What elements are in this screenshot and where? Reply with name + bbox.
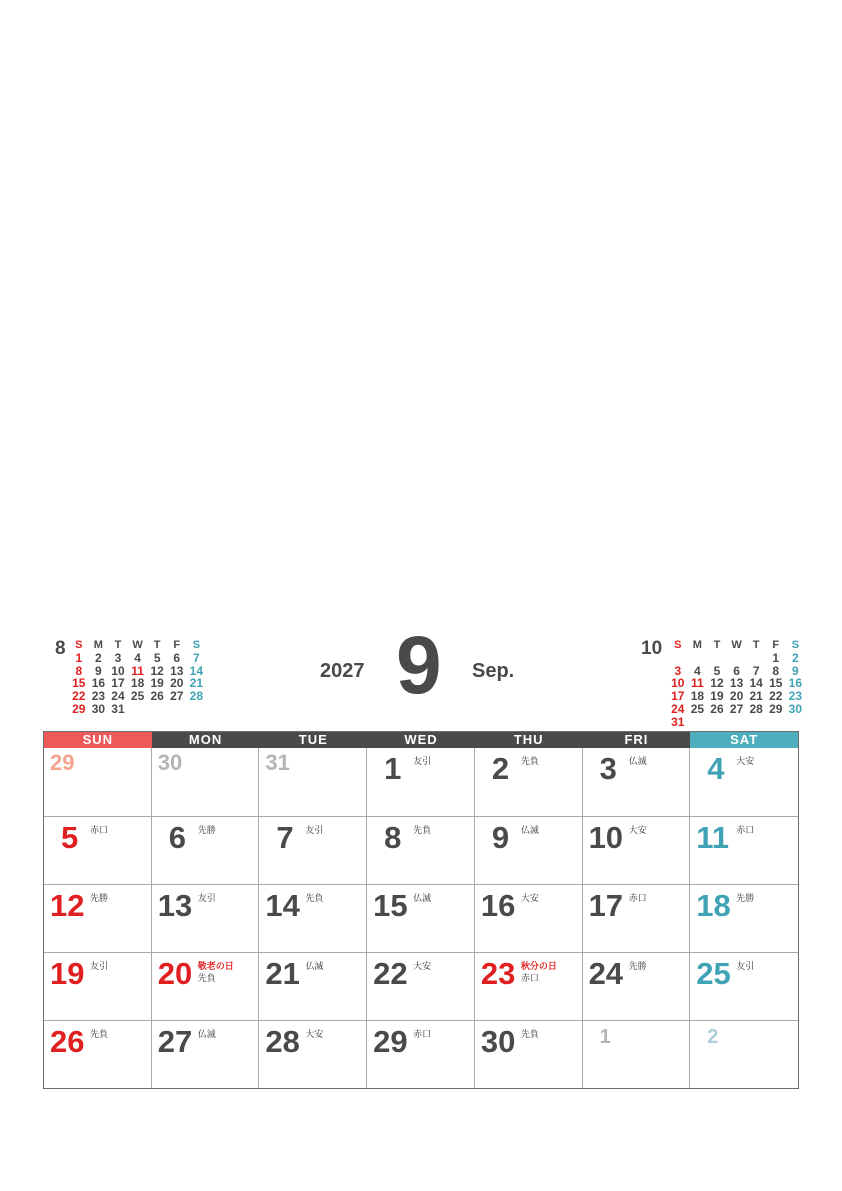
- day-cell[interactable]: [152, 748, 260, 816]
- mini-weekday-label: F: [173, 639, 181, 651]
- day-cell[interactable]: [152, 884, 260, 952]
- mini-day: 27: [729, 701, 744, 716]
- day-cell[interactable]: [44, 952, 152, 1020]
- mini-day: 26: [710, 701, 724, 716]
- day-number: 14: [265, 888, 300, 923]
- mini-day: 16: [91, 676, 106, 691]
- weekday-header-fri: FRI: [583, 732, 691, 748]
- mini-day: [727, 652, 747, 665]
- mini-day: 5: [713, 663, 721, 678]
- day-number: 29: [373, 1024, 408, 1059]
- weekday-header-tue: TUE: [259, 732, 367, 748]
- day-cell[interactable]: [152, 816, 260, 884]
- rokuyo-label: 赤口: [90, 825, 109, 835]
- day-cell[interactable]: [152, 952, 260, 1020]
- rokuyo-label: 先勝: [628, 961, 647, 971]
- day-number: 31: [265, 750, 290, 775]
- day-cell[interactable]: [475, 1020, 583, 1088]
- mini-day: 29: [72, 701, 86, 716]
- rokuyo-label: 友引: [197, 893, 216, 903]
- day-cell[interactable]: [690, 816, 798, 884]
- day-number: 25: [696, 956, 731, 991]
- mini-day: 17: [671, 689, 685, 704]
- month-number: 9: [396, 620, 442, 711]
- weekday-header-thu: THU: [475, 732, 583, 748]
- mini-day: 25: [130, 689, 145, 704]
- mini-day: 4: [134, 650, 141, 665]
- day-number: 10: [588, 820, 624, 855]
- mini-weekday-label: S: [791, 639, 800, 651]
- rokuyo-label: 先負: [413, 825, 432, 835]
- mini-weekday-label: S: [75, 639, 83, 651]
- day-cell[interactable]: [44, 816, 152, 884]
- mini-weekday-label: T: [114, 639, 122, 651]
- mini-day: 2: [95, 650, 102, 665]
- mini-day: 10: [671, 676, 685, 691]
- mini-weekday-label: W: [132, 639, 143, 651]
- mini-day: 8: [75, 663, 83, 678]
- day-cell[interactable]: [690, 1020, 798, 1088]
- mini-day: [746, 652, 766, 665]
- rokuyo-label: 仏滅: [520, 825, 539, 835]
- day-number: 1: [599, 1026, 611, 1048]
- mini-day: [727, 716, 747, 729]
- rokuyo-label: 友引: [736, 961, 755, 971]
- month-english: Sep.: [472, 660, 515, 682]
- rokuyo-label: 大安: [520, 893, 539, 903]
- mini-day: 8: [772, 663, 780, 678]
- mini-day: 1: [75, 650, 83, 665]
- day-number: 18: [696, 888, 731, 923]
- day-grid: [44, 748, 798, 1088]
- mini-day: 24: [671, 701, 685, 716]
- day-cell[interactable]: [259, 884, 367, 952]
- mini-day: 31: [111, 701, 125, 716]
- mini-weekday-label: M: [692, 639, 702, 651]
- day-cell[interactable]: [690, 748, 798, 816]
- mini-day: 23: [91, 689, 106, 704]
- rokuyo-label: 赤口: [520, 973, 539, 983]
- mini-day: [707, 716, 727, 729]
- rokuyo-label: 友引: [90, 961, 109, 971]
- rokuyo-label: 大安: [736, 756, 755, 766]
- mini-day: 23: [788, 689, 803, 704]
- mini-day: 21: [189, 676, 204, 691]
- day-number: 17: [588, 888, 624, 923]
- day-number: 26: [50, 1024, 85, 1059]
- day-number: 2: [491, 751, 510, 786]
- rokuyo-label: 仏滅: [413, 893, 432, 903]
- mini-day: 18: [690, 689, 705, 704]
- mini-day: 1: [772, 650, 780, 665]
- mini-day: 19: [710, 689, 724, 704]
- day-cell[interactable]: [475, 816, 583, 884]
- mini-day: [187, 703, 207, 716]
- day-cell[interactable]: [44, 1020, 152, 1088]
- day-number: 22: [373, 956, 408, 991]
- mini-day: 31: [671, 714, 685, 729]
- mini-weekday-label: F: [772, 639, 780, 651]
- day-cell[interactable]: [475, 952, 583, 1020]
- weekday-header-mon: MON: [152, 732, 260, 748]
- mini-day: 6: [733, 663, 740, 678]
- rokuyo-label: 仏滅: [197, 1029, 216, 1039]
- weekday-header-sun: SUN: [44, 732, 152, 748]
- mini-day: 28: [189, 689, 204, 704]
- mini-day: 24: [111, 689, 125, 704]
- mini-day: 5: [153, 650, 161, 665]
- day-number: 1: [384, 751, 402, 786]
- day-number: 11: [696, 820, 730, 855]
- mini-day: 25: [690, 701, 705, 716]
- day-cell[interactable]: [690, 952, 798, 1020]
- mini-day: [766, 716, 786, 729]
- mini-day: 30: [91, 701, 106, 716]
- mini-day: 27: [170, 689, 184, 704]
- mini-day: 11: [131, 663, 144, 678]
- mini-day: 10: [111, 663, 125, 678]
- day-cell[interactable]: [583, 952, 691, 1020]
- day-number: 2: [707, 1026, 719, 1048]
- day-cell[interactable]: [259, 816, 367, 884]
- day-number: 27: [157, 1024, 193, 1059]
- mini-day: [707, 652, 727, 665]
- day-cell[interactable]: [367, 1020, 475, 1088]
- mini-weekday-label: M: [93, 639, 103, 651]
- mini-weekday-label: T: [713, 639, 721, 651]
- rokuyo-label: 大安: [628, 825, 647, 835]
- day-cell[interactable]: [475, 748, 583, 816]
- day-cell[interactable]: [259, 952, 367, 1020]
- rokuyo-label: 先勝: [90, 893, 109, 903]
- rokuyo-label: 仏滅: [305, 961, 324, 971]
- day-cell[interactable]: [259, 748, 367, 816]
- mini-day: 13: [170, 663, 184, 678]
- day-number: 30: [480, 1024, 516, 1059]
- holiday-name: 敬老の日: [197, 961, 234, 971]
- day-cell[interactable]: [367, 952, 475, 1020]
- mini-next-month-label: 10: [641, 638, 663, 659]
- mini-day: 16: [788, 676, 803, 691]
- weekday-header-row: [44, 732, 798, 748]
- month-grid: [43, 731, 799, 1089]
- weekday-header-wed: WED: [367, 732, 475, 748]
- mini-weekday-label: W: [731, 639, 742, 651]
- mini-weekday-label: T: [153, 639, 161, 651]
- mini-day: [167, 703, 187, 716]
- mini-day: 9: [95, 663, 102, 678]
- rokuyo-label: 先負: [90, 1029, 109, 1039]
- day-number: 3: [599, 751, 617, 786]
- weekday-header-sat: SAT: [690, 732, 798, 748]
- rokuyo-label: 先負: [305, 893, 324, 903]
- mini-day: 12: [150, 663, 164, 678]
- mini-day: 3: [674, 663, 682, 678]
- rokuyo-label: 友引: [413, 756, 432, 766]
- holiday-name: 秋分の日: [520, 961, 557, 971]
- day-number: 30: [157, 750, 183, 775]
- day-cell[interactable]: [475, 884, 583, 952]
- mini-day: 7: [193, 650, 200, 665]
- mini-day: 15: [72, 676, 86, 691]
- rokuyo-label: 先負: [520, 1029, 539, 1039]
- rokuyo-label: 先勝: [197, 825, 216, 835]
- day-number: 8: [384, 820, 402, 855]
- day-cell[interactable]: [583, 748, 691, 816]
- mini-day: 4: [694, 663, 701, 678]
- day-cell[interactable]: [367, 816, 475, 884]
- rokuyo-label: 大安: [305, 1029, 324, 1039]
- rokuyo-label: 仏滅: [628, 756, 647, 766]
- day-cell[interactable]: [367, 884, 475, 952]
- mini-day: 3: [114, 650, 122, 665]
- day-number: 29: [50, 750, 75, 775]
- day-number: 23: [480, 956, 516, 991]
- mini-day: 11: [691, 676, 704, 691]
- mini-day: 19: [150, 676, 164, 691]
- mini-weekday-label: S: [192, 639, 201, 651]
- day-cell[interactable]: [690, 884, 798, 952]
- mini-day: 14: [189, 663, 204, 678]
- mini-day: 26: [150, 689, 164, 704]
- day-cell[interactable]: [583, 816, 691, 884]
- rokuyo-label: 先負: [197, 973, 216, 983]
- rokuyo-label: 先勝: [736, 893, 755, 903]
- mini-day: 7: [752, 663, 760, 678]
- rokuyo-label: 赤口: [736, 825, 755, 835]
- mini-day: 6: [173, 650, 181, 665]
- day-number: 9: [491, 820, 510, 855]
- day-number: 6: [168, 820, 186, 855]
- mini-day: 29: [769, 701, 783, 716]
- mini-day: 12: [710, 676, 724, 691]
- rokuyo-label: 友引: [305, 825, 324, 835]
- day-cell[interactable]: [259, 1020, 367, 1088]
- mini-day: [688, 716, 708, 729]
- mini-day: [147, 703, 167, 716]
- mini-weekday-label: T: [752, 639, 760, 651]
- mini-day: 13: [729, 676, 744, 691]
- mini-day: 15: [769, 676, 783, 691]
- mini-prev-month-label: 8: [55, 638, 66, 659]
- mini-day: 9: [792, 663, 799, 678]
- mini-weekday-label: S: [674, 639, 682, 651]
- mini-day: [786, 716, 806, 729]
- day-cell[interactable]: [44, 748, 152, 816]
- day-cell[interactable]: [367, 748, 475, 816]
- mini-day: 28: [749, 701, 763, 716]
- day-number: 28: [265, 1024, 300, 1059]
- mini-day: 18: [130, 676, 145, 691]
- mini-day: 21: [749, 689, 763, 704]
- day-number: 12: [50, 888, 85, 923]
- day-number: 4: [707, 751, 725, 786]
- day-cell[interactable]: [583, 884, 691, 952]
- day-number: 21: [265, 956, 300, 991]
- day-number: 13: [157, 888, 193, 923]
- day-number: 19: [50, 956, 85, 991]
- mini-day: 22: [72, 689, 86, 704]
- mini-day: [128, 703, 148, 716]
- day-number: 15: [373, 888, 408, 923]
- day-number: 5: [61, 820, 79, 855]
- rokuyo-label: 先負: [520, 756, 539, 766]
- day-cell[interactable]: [152, 1020, 260, 1088]
- rokuyo-label: 赤口: [413, 1029, 432, 1039]
- mini-day: 22: [769, 689, 783, 704]
- day-number: 24: [588, 956, 624, 991]
- mini-day: [668, 652, 688, 665]
- mini-day: 2: [792, 650, 799, 665]
- day-cell[interactable]: [44, 884, 152, 952]
- mini-day: 20: [170, 676, 184, 691]
- rokuyo-label: 赤口: [628, 893, 647, 903]
- mini-day: 17: [111, 676, 125, 691]
- mini-day: [746, 716, 766, 729]
- year-label: 2027: [320, 660, 365, 682]
- mini-day: 20: [729, 689, 744, 704]
- mini-day: 30: [788, 701, 803, 716]
- mini-day: 14: [749, 676, 763, 691]
- rokuyo-label: 大安: [413, 961, 432, 971]
- day-number: 16: [480, 888, 516, 923]
- day-number: 7: [276, 820, 294, 855]
- day-cell[interactable]: [583, 1020, 691, 1088]
- day-number: 20: [157, 956, 193, 991]
- mini-day: [688, 652, 708, 665]
